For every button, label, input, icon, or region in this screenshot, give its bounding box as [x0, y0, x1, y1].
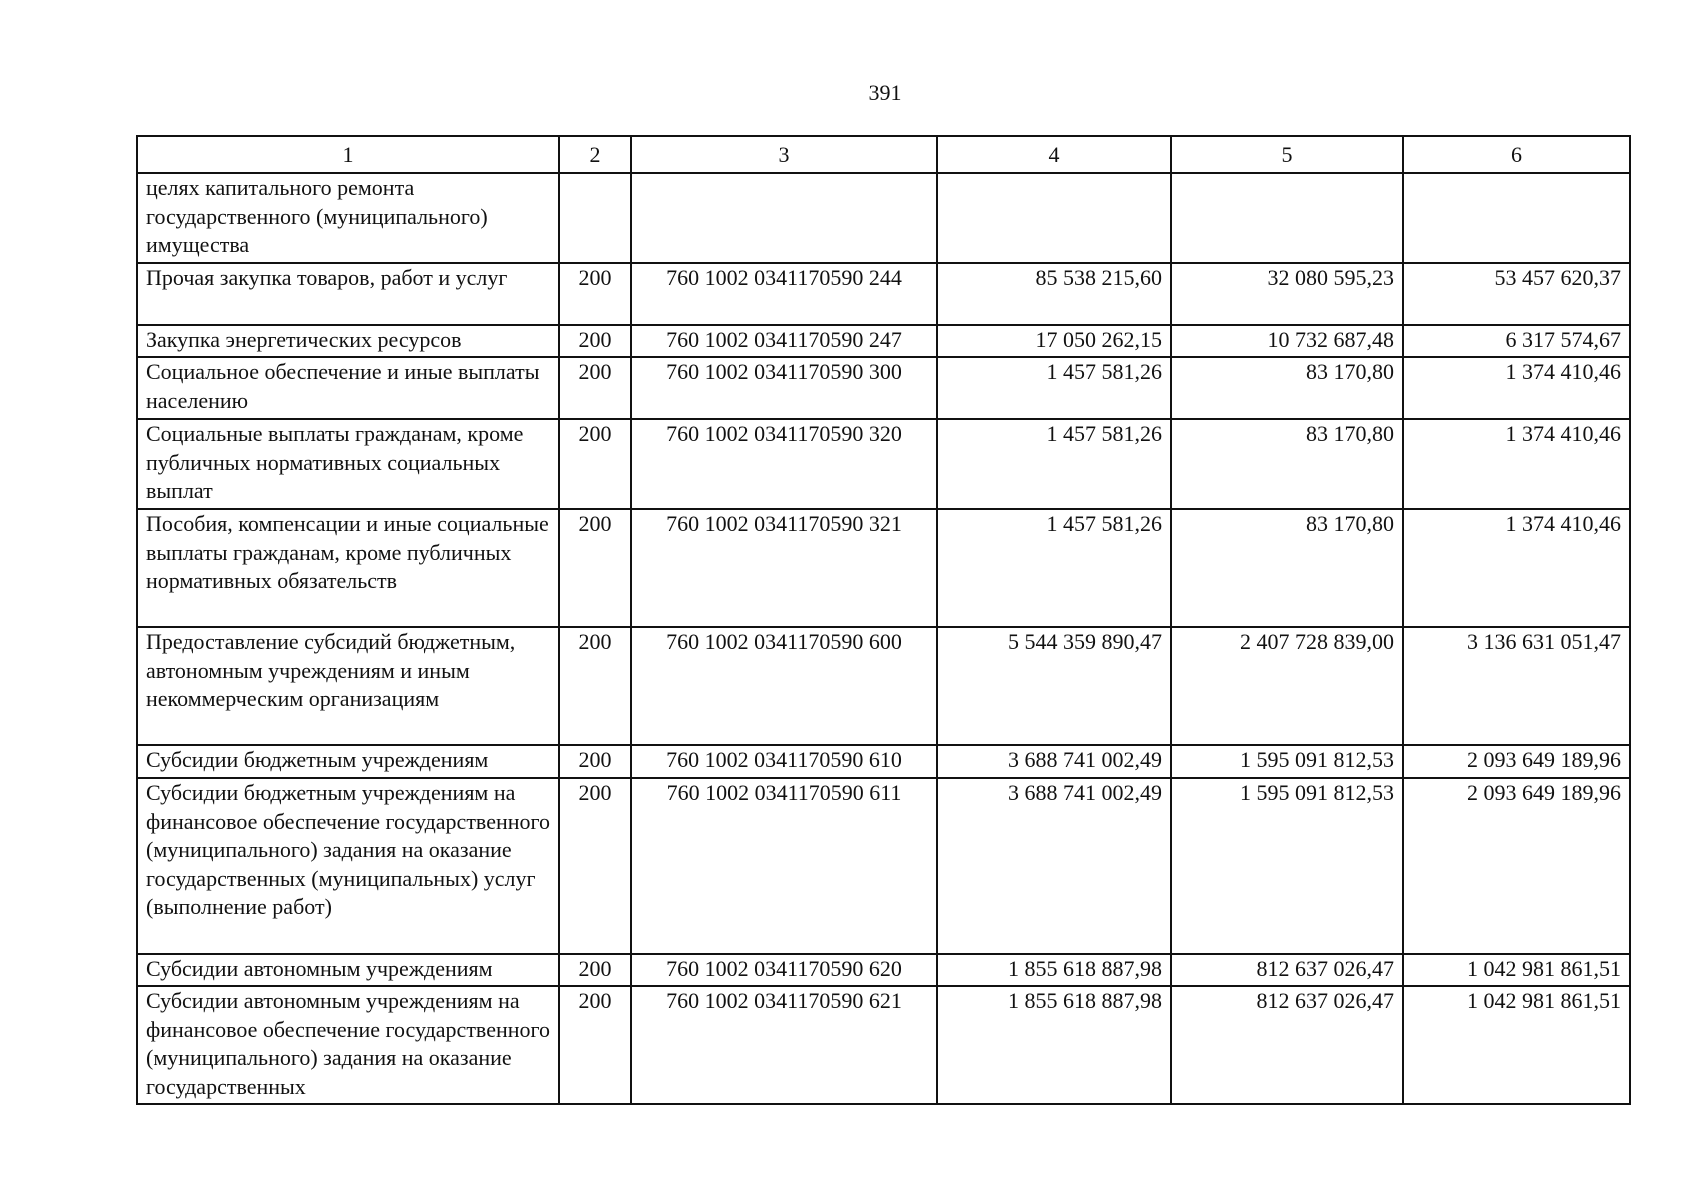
- code-cell: 760 1002 0341170590 611: [631, 778, 937, 954]
- item-name-cell: целях капитального ремонта государственного (муниципального) имущества: [137, 173, 559, 263]
- amount-col5-cell: 1 595 091 812,53: [1171, 745, 1403, 778]
- amount-col5-cell: 83 170,80: [1171, 509, 1403, 627]
- column-header: 2: [559, 136, 631, 173]
- amount-col4-cell: 5 544 359 890,47: [937, 627, 1171, 745]
- amount-col4-cell: 3 688 741 002,49: [937, 745, 1171, 778]
- table-row: [137, 173, 1630, 263]
- col2-cell: 200: [559, 627, 631, 745]
- col2-cell: [559, 173, 631, 263]
- item-name-cell: Социальные выплаты гражданам, кроме публичных нормативных социальных выплат: [137, 419, 559, 509]
- item-name-cell: Социальное обеспечение и иные выплаты населению: [137, 357, 559, 419]
- item-name-cell: Субсидии автономным учреждениям: [137, 954, 559, 986]
- column-header: 3: [631, 136, 937, 173]
- header-row: [137, 136, 1630, 173]
- amount-col6-cell: 1 374 410,46: [1403, 509, 1630, 627]
- amount-col6-cell: 3 136 631 051,47: [1403, 627, 1630, 745]
- table-row: [137, 325, 1630, 357]
- col2-cell: 200: [559, 986, 631, 1104]
- amount-col6-cell: 1 374 410,46: [1403, 357, 1630, 419]
- table-row: [137, 778, 1630, 954]
- amount-col4-cell: 1 457 581,26: [937, 357, 1171, 419]
- column-header: 6: [1403, 136, 1630, 173]
- column-header: 1: [137, 136, 559, 173]
- table-row: [137, 509, 1630, 627]
- code-cell: 760 1002 0341170590 620: [631, 954, 937, 986]
- column-header: 4: [937, 136, 1171, 173]
- code-cell: [631, 173, 937, 263]
- col2-cell: 200: [559, 954, 631, 986]
- amount-col6-cell: 53 457 620,37: [1403, 263, 1630, 325]
- amount-col5-cell: 32 080 595,23: [1171, 263, 1403, 325]
- amount-col5-cell: 812 637 026,47: [1171, 954, 1403, 986]
- amount-col6-cell: 1 042 981 861,51: [1403, 954, 1630, 986]
- amount-col6-cell: 1 042 981 861,51: [1403, 986, 1630, 1104]
- table-header: [137, 136, 1630, 173]
- amount-col4-cell: [937, 173, 1171, 263]
- col2-cell: 200: [559, 745, 631, 778]
- item-name-cell: Субсидии бюджетным учреждениям: [137, 745, 559, 778]
- amount-col4-cell: 3 688 741 002,49: [937, 778, 1171, 954]
- amount-col4-cell: 17 050 262,15: [937, 325, 1171, 357]
- amount-col4-cell: 1 457 581,26: [937, 509, 1171, 627]
- code-cell: 760 1002 0341170590 621: [631, 986, 937, 1104]
- code-cell: 760 1002 0341170590 600: [631, 627, 937, 745]
- item-name-cell: Прочая закупка товаров, работ и услуг: [137, 263, 559, 325]
- table-row: [137, 263, 1630, 325]
- amount-col5-cell: 1 595 091 812,53: [1171, 778, 1403, 954]
- code-cell: 760 1002 0341170590 244: [631, 263, 937, 325]
- code-cell: 760 1002 0341170590 247: [631, 325, 937, 357]
- code-cell: 760 1002 0341170590 610: [631, 745, 937, 778]
- amount-col4-cell: 1 457 581,26: [937, 419, 1171, 509]
- col2-cell: 200: [559, 509, 631, 627]
- code-cell: 760 1002 0341170590 320: [631, 419, 937, 509]
- col2-cell: 200: [559, 419, 631, 509]
- item-name-cell: Пособия, компенсации и иные социальные выплаты гражданам, кроме публичных нормативных обязательств: [137, 509, 559, 627]
- column-header: 5: [1171, 136, 1403, 173]
- table-row: [137, 627, 1630, 745]
- amount-col6-cell: 2 093 649 189,96: [1403, 778, 1630, 954]
- table-row: [137, 357, 1630, 419]
- amount-col6-cell: 6 317 574,67: [1403, 325, 1630, 357]
- item-name-cell: Субсидии автономным учреждениям на финансовое обеспечение государственного (муниципального) задания на оказание государственных: [137, 986, 559, 1104]
- item-name-cell: Предоставление субсидий бюджетным, автономным учреждениям и иным некоммерческим организациям: [137, 627, 559, 745]
- amount-col5-cell: 83 170,80: [1171, 419, 1403, 509]
- amount-col5-cell: 83 170,80: [1171, 357, 1403, 419]
- amount-col5-cell: [1171, 173, 1403, 263]
- col2-cell: 200: [559, 357, 631, 419]
- table-row: [137, 419, 1630, 509]
- amount-col6-cell: [1403, 173, 1630, 263]
- amount-col5-cell: 2 407 728 839,00: [1171, 627, 1403, 745]
- code-cell: 760 1002 0341170590 321: [631, 509, 937, 627]
- amount-col4-cell: 85 538 215,60: [937, 263, 1171, 325]
- amount-col5-cell: 812 637 026,47: [1171, 986, 1403, 1104]
- item-name-cell: Закупка энергетических ресурсов: [137, 325, 559, 357]
- code-cell: 760 1002 0341170590 300: [631, 357, 937, 419]
- col2-cell: 200: [559, 778, 631, 954]
- amount-col6-cell: 2 093 649 189,96: [1403, 745, 1630, 778]
- col2-cell: 200: [559, 263, 631, 325]
- item-name-cell: Субсидии бюджетным учреждениям на финансовое обеспечение государственного (муниципального) задания на оказание государственных (муниципальных) услуг (выполнение работ): [137, 778, 559, 954]
- amount-col4-cell: 1 855 618 887,98: [937, 954, 1171, 986]
- col2-cell: 200: [559, 325, 631, 357]
- table-row: [137, 986, 1630, 1104]
- table-row: [137, 745, 1630, 778]
- table-row: [137, 954, 1630, 986]
- amount-col4-cell: 1 855 618 887,98: [937, 986, 1171, 1104]
- amount-col6-cell: 1 374 410,46: [1403, 419, 1630, 509]
- page-number: 391: [868, 80, 902, 105]
- budget-table: [136, 135, 1631, 1105]
- amount-col5-cell: 10 732 687,48: [1171, 325, 1403, 357]
